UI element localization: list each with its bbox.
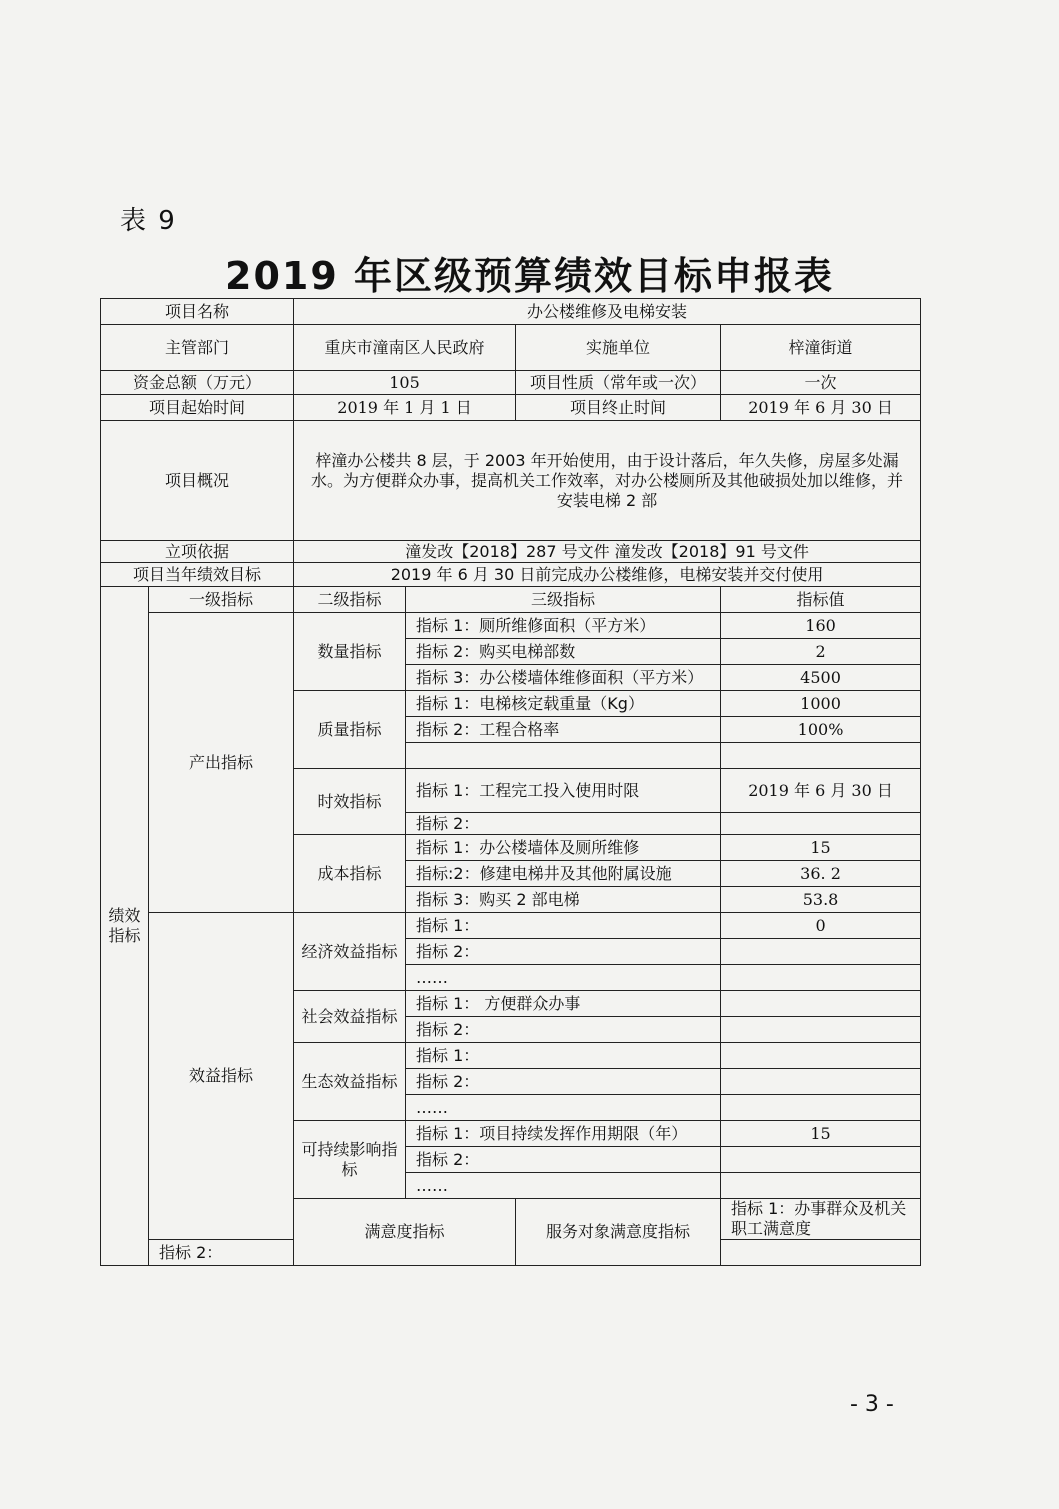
empty-cell [721, 1240, 921, 1266]
table-row [101, 541, 921, 563]
indicator-value: 2019 年 6 月 30 日 [721, 769, 921, 813]
indicator-text: 指标 1：项目持续发挥作用期限（年） [406, 1121, 721, 1147]
indicator-text: …… [406, 965, 721, 991]
empty-cell [721, 743, 921, 769]
implementing-unit: 梓潼街道 [721, 325, 921, 371]
level2-sustainable: 可持续影响指标 [294, 1121, 406, 1199]
indicator-text: 指标 1：电梯核定载重量（Kg） [406, 691, 721, 717]
table-row [101, 299, 921, 325]
level1-benefit: 效益指标 [149, 913, 294, 1240]
label-cell: 项目名称 [101, 299, 294, 325]
indicator-text: 指标 1：办公楼墙体及厕所维修 [406, 835, 721, 861]
empty-cell [721, 1147, 921, 1173]
indicator-text: 指标 2： [406, 939, 721, 965]
label-cell: 立项依据 [101, 541, 294, 563]
label-cell: 项目起始时间 [101, 395, 294, 421]
level2-ecological: 生态效益指标 [294, 1043, 406, 1121]
project-name: 办公楼维修及电梯安装 [294, 299, 921, 325]
column-header: 三级指标 [406, 587, 721, 613]
page-number: - 3 - [850, 1392, 894, 1417]
indicator-value: 15 [721, 835, 921, 861]
level2-quantity: 数量指标 [294, 613, 406, 691]
level2-economic: 经济效益指标 [294, 913, 406, 991]
table-row [101, 371, 921, 395]
indicator-text: 指标 1： 方便群众办事 [406, 991, 721, 1017]
empty-cell [721, 813, 921, 835]
annual-goal: 2019 年 6 月 30 日前完成办公楼维修，电梯安装并交付使用 [294, 563, 921, 587]
level2-cost: 成本指标 [294, 835, 406, 913]
indicator-text: 指标 1：办事群众及机关职工满意度 [721, 1199, 921, 1240]
table-row [101, 913, 921, 939]
column-header: 指标值 [721, 587, 921, 613]
indicator-value: 1000 [721, 691, 921, 717]
table-row [101, 587, 921, 613]
indicator-text: 指标 2：购买电梯部数 [406, 639, 721, 665]
indicator-text: 指标 2： [406, 813, 721, 835]
indicator-text: 指标:2：修建电梯井及其他附属设施 [406, 861, 721, 887]
label-cell: 项目性质（常年或一次） [516, 371, 721, 395]
table-row [101, 395, 921, 421]
label-cell: 项目当年绩效目标 [101, 563, 294, 587]
indicator-text: 指标 2： [406, 1017, 721, 1043]
department-value: 重庆市潼南区人民政府 [294, 325, 516, 371]
indicator-text: 指标 2：工程合格率 [406, 717, 721, 743]
table-label: 表 9 [120, 206, 177, 236]
indicator-text: 指标 1：工程完工投入使用时限 [406, 769, 721, 813]
start-date: 2019 年 1 月 1 日 [294, 395, 516, 421]
table-row [101, 325, 921, 371]
empty-cell [721, 1069, 921, 1095]
indicator-text: 指标 1： [406, 913, 721, 939]
indicator-value: 0 [721, 913, 921, 939]
project-basis: 潼发改【2018】287 号文件 潼发改【2018】91 号文件 [294, 541, 921, 563]
document-title: 2019 年区级预算绩效目标申报表 [225, 254, 834, 298]
empty-cell [721, 939, 921, 965]
empty-cell [721, 1043, 921, 1069]
indicator-text: 指标 3：购买 2 部电梯 [406, 887, 721, 913]
indicator-value: 160 [721, 613, 921, 639]
level2-quality: 质量指标 [294, 691, 406, 769]
indicator-value: 100% [721, 717, 921, 743]
indicator-text: …… [406, 1173, 721, 1199]
budget-target-table [100, 298, 921, 1266]
empty-cell [721, 965, 921, 991]
section-performance-indicators [101, 587, 149, 1266]
indicator-text: 指标 2： [149, 1240, 294, 1266]
table-row [101, 563, 921, 587]
indicator-value: 36. 2 [721, 861, 921, 887]
level2-social: 社会效益指标 [294, 991, 406, 1043]
indicator-text: 指标 3：办公楼墙体维修面积（平方米） [406, 665, 721, 691]
section-label: 绩效指标 [108, 906, 141, 945]
level1-output: 产出指标 [149, 613, 294, 913]
empty-cell [721, 991, 921, 1017]
level2-service: 服务对象满意度指标 [516, 1199, 721, 1266]
end-date: 2019 年 6 月 30 日 [721, 395, 921, 421]
column-header: 二级指标 [294, 587, 406, 613]
fund-total: 105 [294, 371, 516, 395]
indicator-text: 指标 2： [406, 1069, 721, 1095]
indicator-value: 53.8 [721, 887, 921, 913]
table-row [101, 421, 921, 541]
table-row [101, 613, 921, 639]
empty-cell [721, 1017, 921, 1043]
empty-cell [406, 743, 721, 769]
indicator-value: 15 [721, 1121, 921, 1147]
indicator-value: 4500 [721, 665, 921, 691]
label-cell: 资金总额（万元） [101, 371, 294, 395]
level1-satisfaction: 满意度指标 [294, 1199, 516, 1266]
indicator-text: 指标 1：厕所维修面积（平方米） [406, 613, 721, 639]
column-header: 一级指标 [149, 587, 294, 613]
indicator-text: …… [406, 1095, 721, 1121]
level2-timeliness: 时效指标 [294, 769, 406, 835]
empty-cell [721, 1173, 921, 1199]
indicator-text: 指标 2： [406, 1147, 721, 1173]
label-cell: 项目概况 [101, 421, 294, 541]
empty-cell [721, 1095, 921, 1121]
project-overview: 梓潼办公楼共 8 层，于 2003 年开始使用，由于设计落后，年久失修，房屋多处漏水。为方便群众办事，提高机关工作效率，对办公楼厕所及其他破损处加以维修，并安装电梯 2 部 [294, 421, 921, 541]
indicator-text: 指标 1： [406, 1043, 721, 1069]
project-nature: 一次 [721, 371, 921, 395]
label-cell: 实施单位 [516, 325, 721, 371]
label-cell: 主管部门 [101, 325, 294, 371]
indicator-value: 2 [721, 639, 921, 665]
label-cell: 项目终止时间 [516, 395, 721, 421]
